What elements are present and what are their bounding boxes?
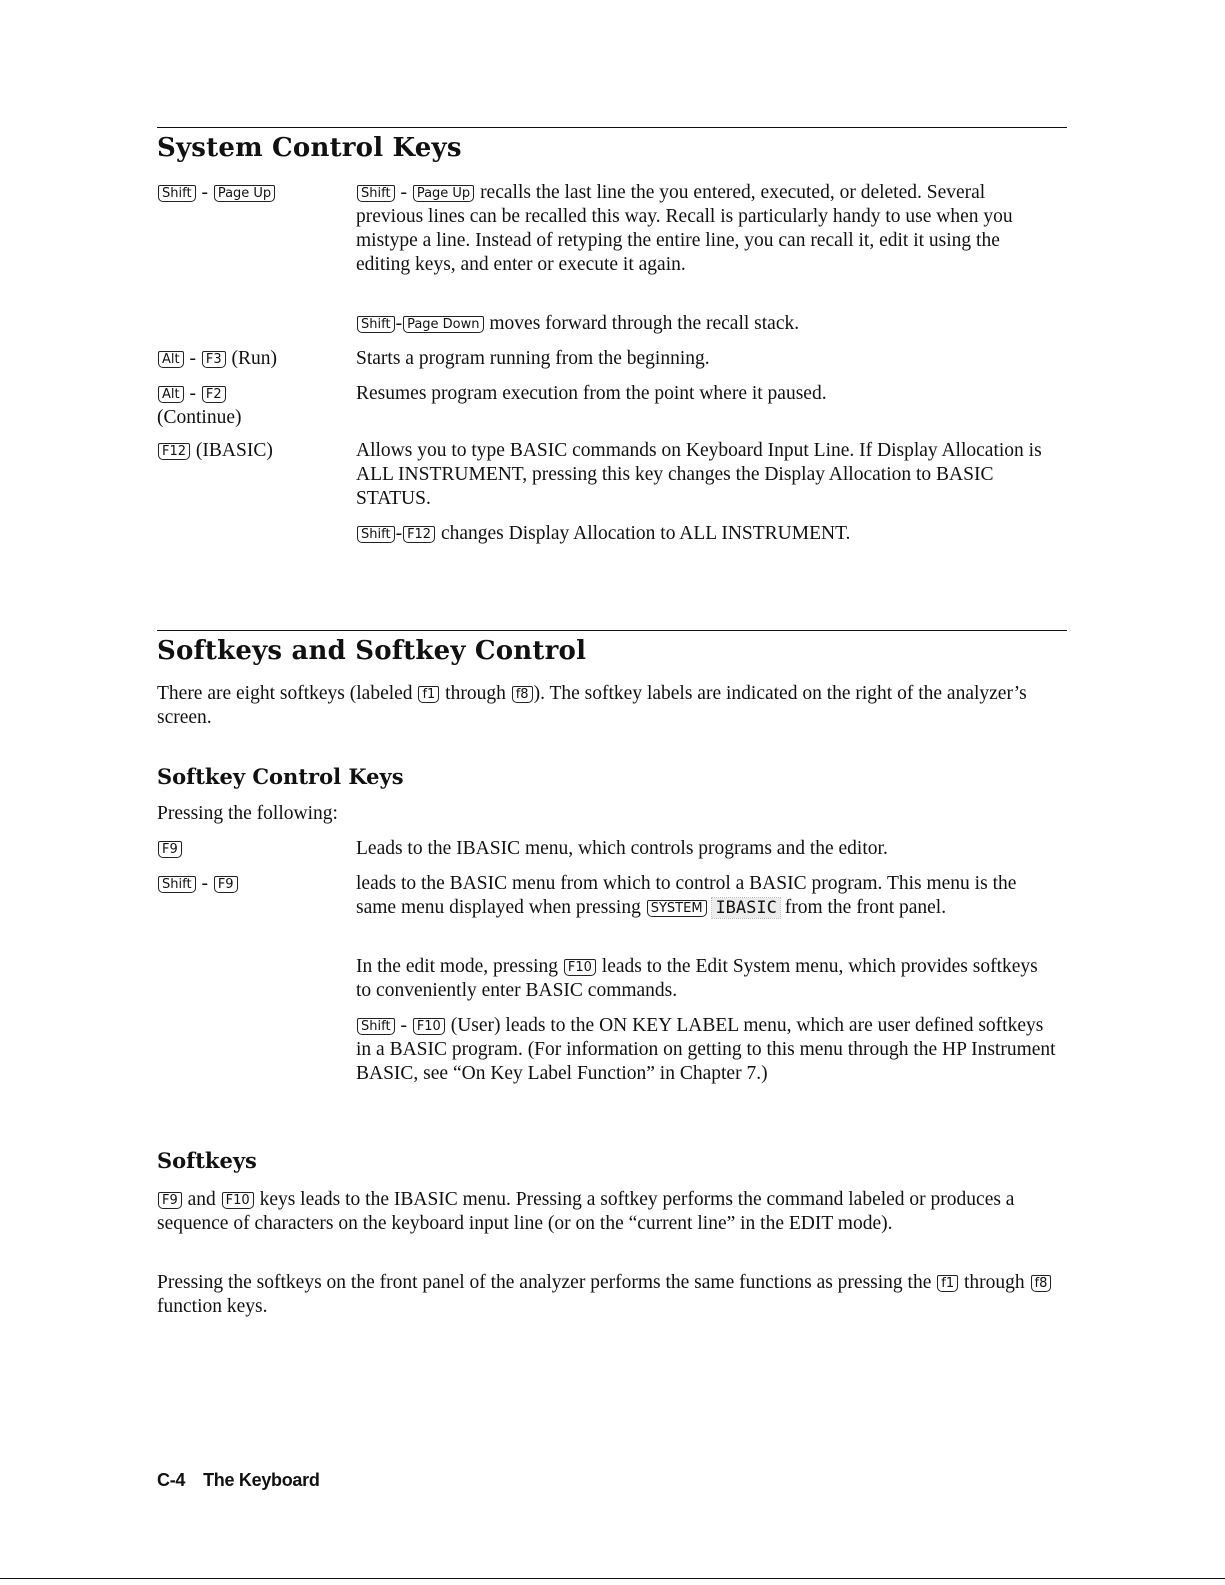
shift-key: Shift xyxy=(357,526,395,543)
ibasic-key-label xyxy=(157,439,347,463)
continue-label: (Continue) xyxy=(157,407,242,428)
recall-text: recalls the last line the you entered, executed, or deleted. Several previous lines can be recalled this way. Recall is particularly handy to use when you mistype a line. Instead of retyping the entire line, you can recall it, edit it using the editing keys, and enter or execute it again. xyxy=(356,182,1013,275)
user-softkeys-description xyxy=(356,1014,1056,1086)
f12-key: F12 xyxy=(158,443,190,460)
f9-key-label xyxy=(157,837,347,861)
edit-post: leads to the Edit System menu, which provides softkeys to conveniently enter BASIC commands. xyxy=(356,956,1038,1001)
ibasic-softkey-label: IBASIC xyxy=(712,898,779,918)
f1-key: f1 xyxy=(937,1275,958,1292)
intro-mid: through xyxy=(445,683,506,704)
dash: - xyxy=(189,348,196,369)
shift-key: Shift xyxy=(357,185,395,202)
shift-f9-description xyxy=(356,872,1056,920)
intro-pre: There are eight softkeys (labeled xyxy=(157,683,413,704)
page-up-key: Page Up xyxy=(214,185,275,202)
softkeys-intro xyxy=(157,682,1062,730)
page-number: C-4 xyxy=(157,1470,186,1490)
recall-forward-text: moves forward through the recall stack. xyxy=(489,313,800,334)
dash: - xyxy=(400,1015,407,1036)
section-title-system-control-keys: System Control Keys xyxy=(157,133,462,163)
run-description: Starts a program running from the beginning. xyxy=(356,348,710,369)
page-bottom-edge xyxy=(0,1578,1225,1579)
dash: - xyxy=(400,182,407,203)
run-label: (Run) xyxy=(231,348,277,369)
ibasic-description: Allows you to type BASIC commands on Keyboard Input Line. If Display Allocation is ALL INSTRUMENT, pressing this key changes the Display Allocation to BASIC STATUS. xyxy=(356,440,1042,509)
recall-description xyxy=(356,181,1056,277)
page-down-key: Page Down xyxy=(403,316,483,333)
and-text: and xyxy=(187,1189,216,1210)
alt-key: Alt xyxy=(158,351,184,368)
softkeys-text: keys leads to the IBASIC menu. Pressing a softkey performs the command labeled or produces a sequence of characters on the keyboard input line (or on the “current line” in the EDIT mode). xyxy=(157,1189,1015,1234)
run-key-label xyxy=(157,347,347,371)
ibasic-label: (IBASIC) xyxy=(195,440,273,461)
subsection-title-softkey-control-keys: Softkey Control Keys xyxy=(157,764,404,789)
page-up-key: Page Up xyxy=(413,185,474,202)
edit-mode-description xyxy=(356,955,1056,1003)
softkeys-paragraph-2 xyxy=(157,1271,1062,1319)
edit-pre: In the edit mode, pressing xyxy=(356,956,558,977)
intro-post: ). The softkey labels are indicated on the right of the analyzer’s screen. xyxy=(157,683,1027,728)
f3-key: F3 xyxy=(202,351,226,368)
f9-key: F9 xyxy=(158,841,182,858)
f8-key: f8 xyxy=(1031,1275,1052,1292)
alt-key: Alt xyxy=(158,386,184,403)
f9-description: Leads to the IBASIC menu, which controls programs and the editor. xyxy=(356,838,888,859)
system-key: SYSTEM xyxy=(647,900,707,917)
p2-mid: through xyxy=(963,1272,1025,1293)
dash: - xyxy=(201,873,208,894)
f10-key: F10 xyxy=(413,1018,445,1035)
f2-key: F2 xyxy=(202,386,226,403)
f9-key: F9 xyxy=(158,1192,182,1209)
p2-pre: Pressing the softkeys on the front panel of the analyzer performs the same functions as pressing the xyxy=(157,1272,932,1293)
section-rule xyxy=(157,630,1067,631)
f12-key: F12 xyxy=(403,526,435,543)
dash: - xyxy=(201,182,208,203)
f10-key: F10 xyxy=(222,1192,254,1209)
section-rule xyxy=(157,127,1067,128)
dash: - xyxy=(189,383,196,404)
shift-f9-text: leads to the BASIC menu from which to control a BASIC program. This menu is the same menu displayed when pressing xyxy=(356,873,1017,918)
shift-key: Shift xyxy=(357,316,395,333)
shift-key: Shift xyxy=(357,1018,395,1035)
continue-description: Resumes program execution from the point where it paused. xyxy=(356,383,827,404)
continue-key-label xyxy=(157,382,347,430)
ibasic-shift-description: Shift - F12 changes Display Allocation to ALL INSTRUMENT. xyxy=(356,522,1056,546)
chapter-title: The Keyboard xyxy=(203,1470,320,1490)
f10-key: F10 xyxy=(564,959,596,976)
shift-key: Shift xyxy=(158,185,196,202)
softkeys-paragraph-1 xyxy=(157,1188,1062,1236)
subsection-title-softkeys: Softkeys xyxy=(157,1148,257,1173)
ibasic-shift-text: changes Display Allocation to ALL INSTRUMENT. xyxy=(440,523,851,544)
shift-f9-key-label xyxy=(157,872,347,896)
pressing-following: Pressing the following: xyxy=(157,803,338,824)
recall-key-label xyxy=(157,181,347,205)
f1-key: f1 xyxy=(418,686,439,703)
page-footer xyxy=(157,1470,320,1491)
f9-key: F9 xyxy=(214,876,238,893)
section-title-softkeys-control: Softkeys and Softkey Control xyxy=(157,636,587,666)
recall-forward-description: Shift - Page Down moves forward through the recall stack. xyxy=(356,312,1056,336)
shift-f9-text-post: from the front panel. xyxy=(784,897,947,918)
user-text: (User) leads to the ON KEY LABEL menu, which are user defined softkeys in a BASIC program. (For information on getting to this menu through the HP Instrument BASIC, see “On Key Label Function” in Chapter 7.) xyxy=(356,1015,1056,1084)
shift-key: Shift xyxy=(158,876,196,893)
p2-post: function keys. xyxy=(157,1296,268,1317)
f8-key: f8 xyxy=(512,686,533,703)
